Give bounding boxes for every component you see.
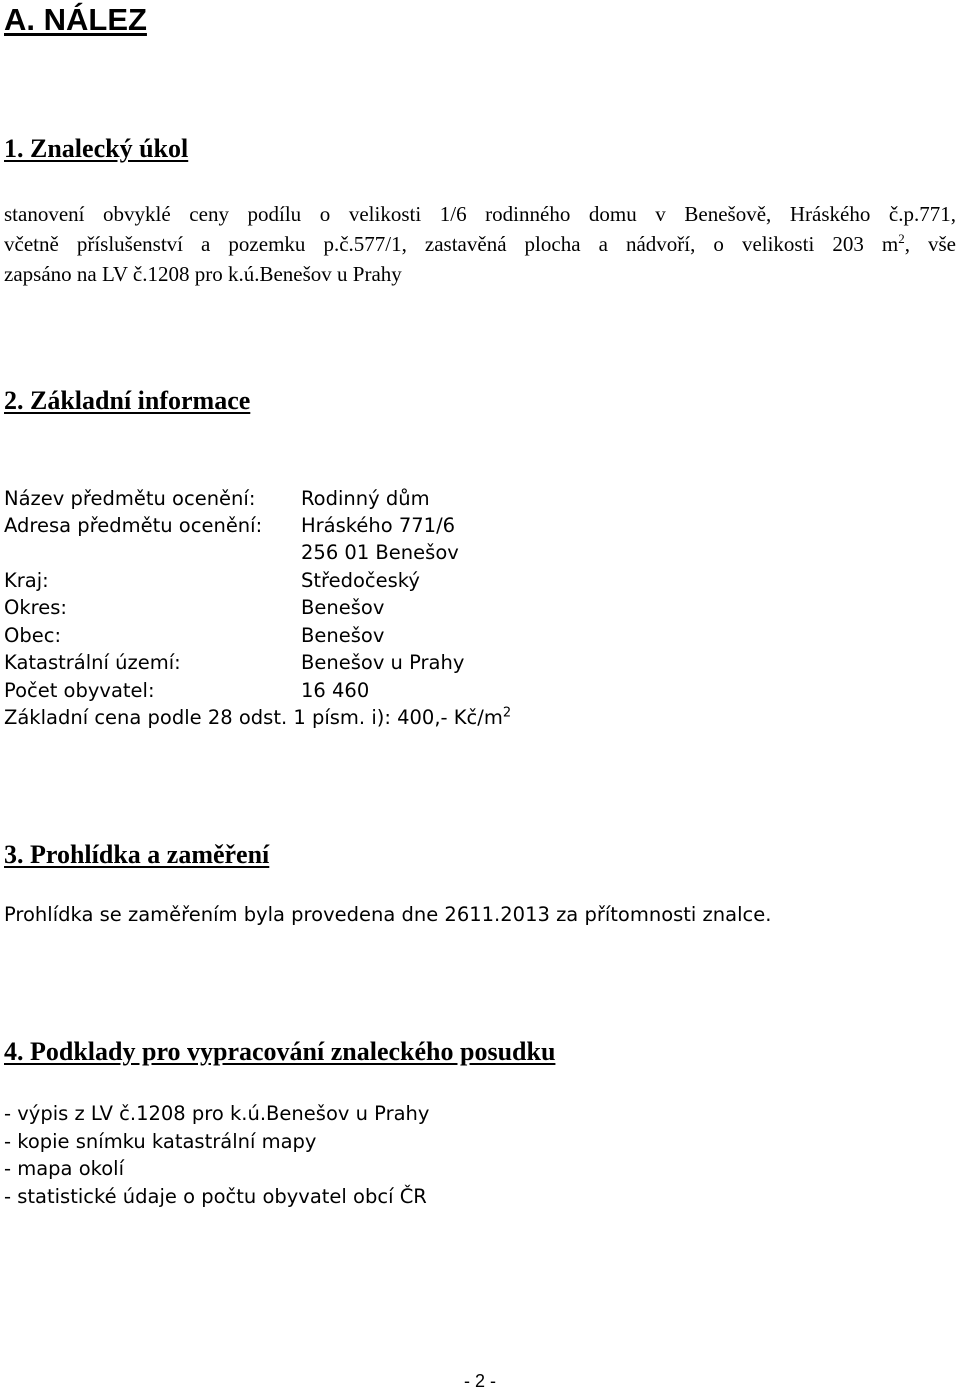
list-item: - statistické údaje o počtu obyvatel obcí ČR [4,1185,427,1208]
paragraph-line-2 [4,229,956,259]
info-value: Středočeský [301,569,420,592]
info-value: Benešov u Prahy [301,651,465,674]
paragraph-line-2-tail: , vše [904,232,956,256]
info-label: Obec: [4,624,62,647]
info-value: Hráského 771/6 [301,514,456,537]
page-number: - 2 - [463,1371,496,1391]
base-price-text: Základní cena podle 28 odst. 1 písm. i): 400,- Kč/m [4,706,503,729]
info-label: Okres: [4,596,67,619]
info-label: Počet obyvatel: [4,679,155,702]
document-title: A. NÁLEZ [4,2,147,37]
paragraph-line-3: zapsáno na LV č.1208 pro k.ú.Benešov u Prahy [4,262,402,286]
info-label: Katastrální území: [4,651,181,674]
section-2-heading: 2. Základní informace [4,386,251,415]
base-price-row [4,706,511,729]
info-value: 16 460 [301,679,370,702]
paragraph-line-1: stanovení obvyklé ceny podílu o velikosti 1/6 rodinného domu v Benešově, Hráského č.p.771, [4,202,956,226]
superscript: 2 [898,231,905,246]
info-label: Adresa předmětu ocenění: [4,514,263,537]
superscript: 2 [502,705,512,721]
info-value: Benešov [301,624,385,647]
list-item: - mapa okolí [4,1157,124,1180]
section-1-heading: 1. Znalecký úkol [4,134,189,163]
info-value: 256 01 Benešov [301,541,459,564]
info-label: Název předmětu ocenění: [4,487,256,510]
section-4-heading: 4. Podklady pro vypracování znaleckého posudku [4,1037,556,1066]
paragraph-line-2-text: včetně příslušenství a pozemku p.č.577/1, zastavěná plocha a nádvoří, o velikosti 203 m [4,232,899,256]
info-value: Rodinný dům [301,487,430,510]
section-3-text: Prohlídka se zaměřením byla provedena dne 2611.2013 za přítomnosti znalce. [4,903,772,926]
list-item: - výpis z LV č.1208 pro k.ú.Benešov u Prahy [4,1102,430,1125]
section-3-heading: 3. Prohlídka a zaměření [4,840,270,869]
info-label: Kraj: [4,569,49,592]
section-1-paragraph [4,199,956,289]
info-value: Benešov [301,596,385,619]
list-item: - kopie snímku katastrální mapy [4,1130,317,1153]
